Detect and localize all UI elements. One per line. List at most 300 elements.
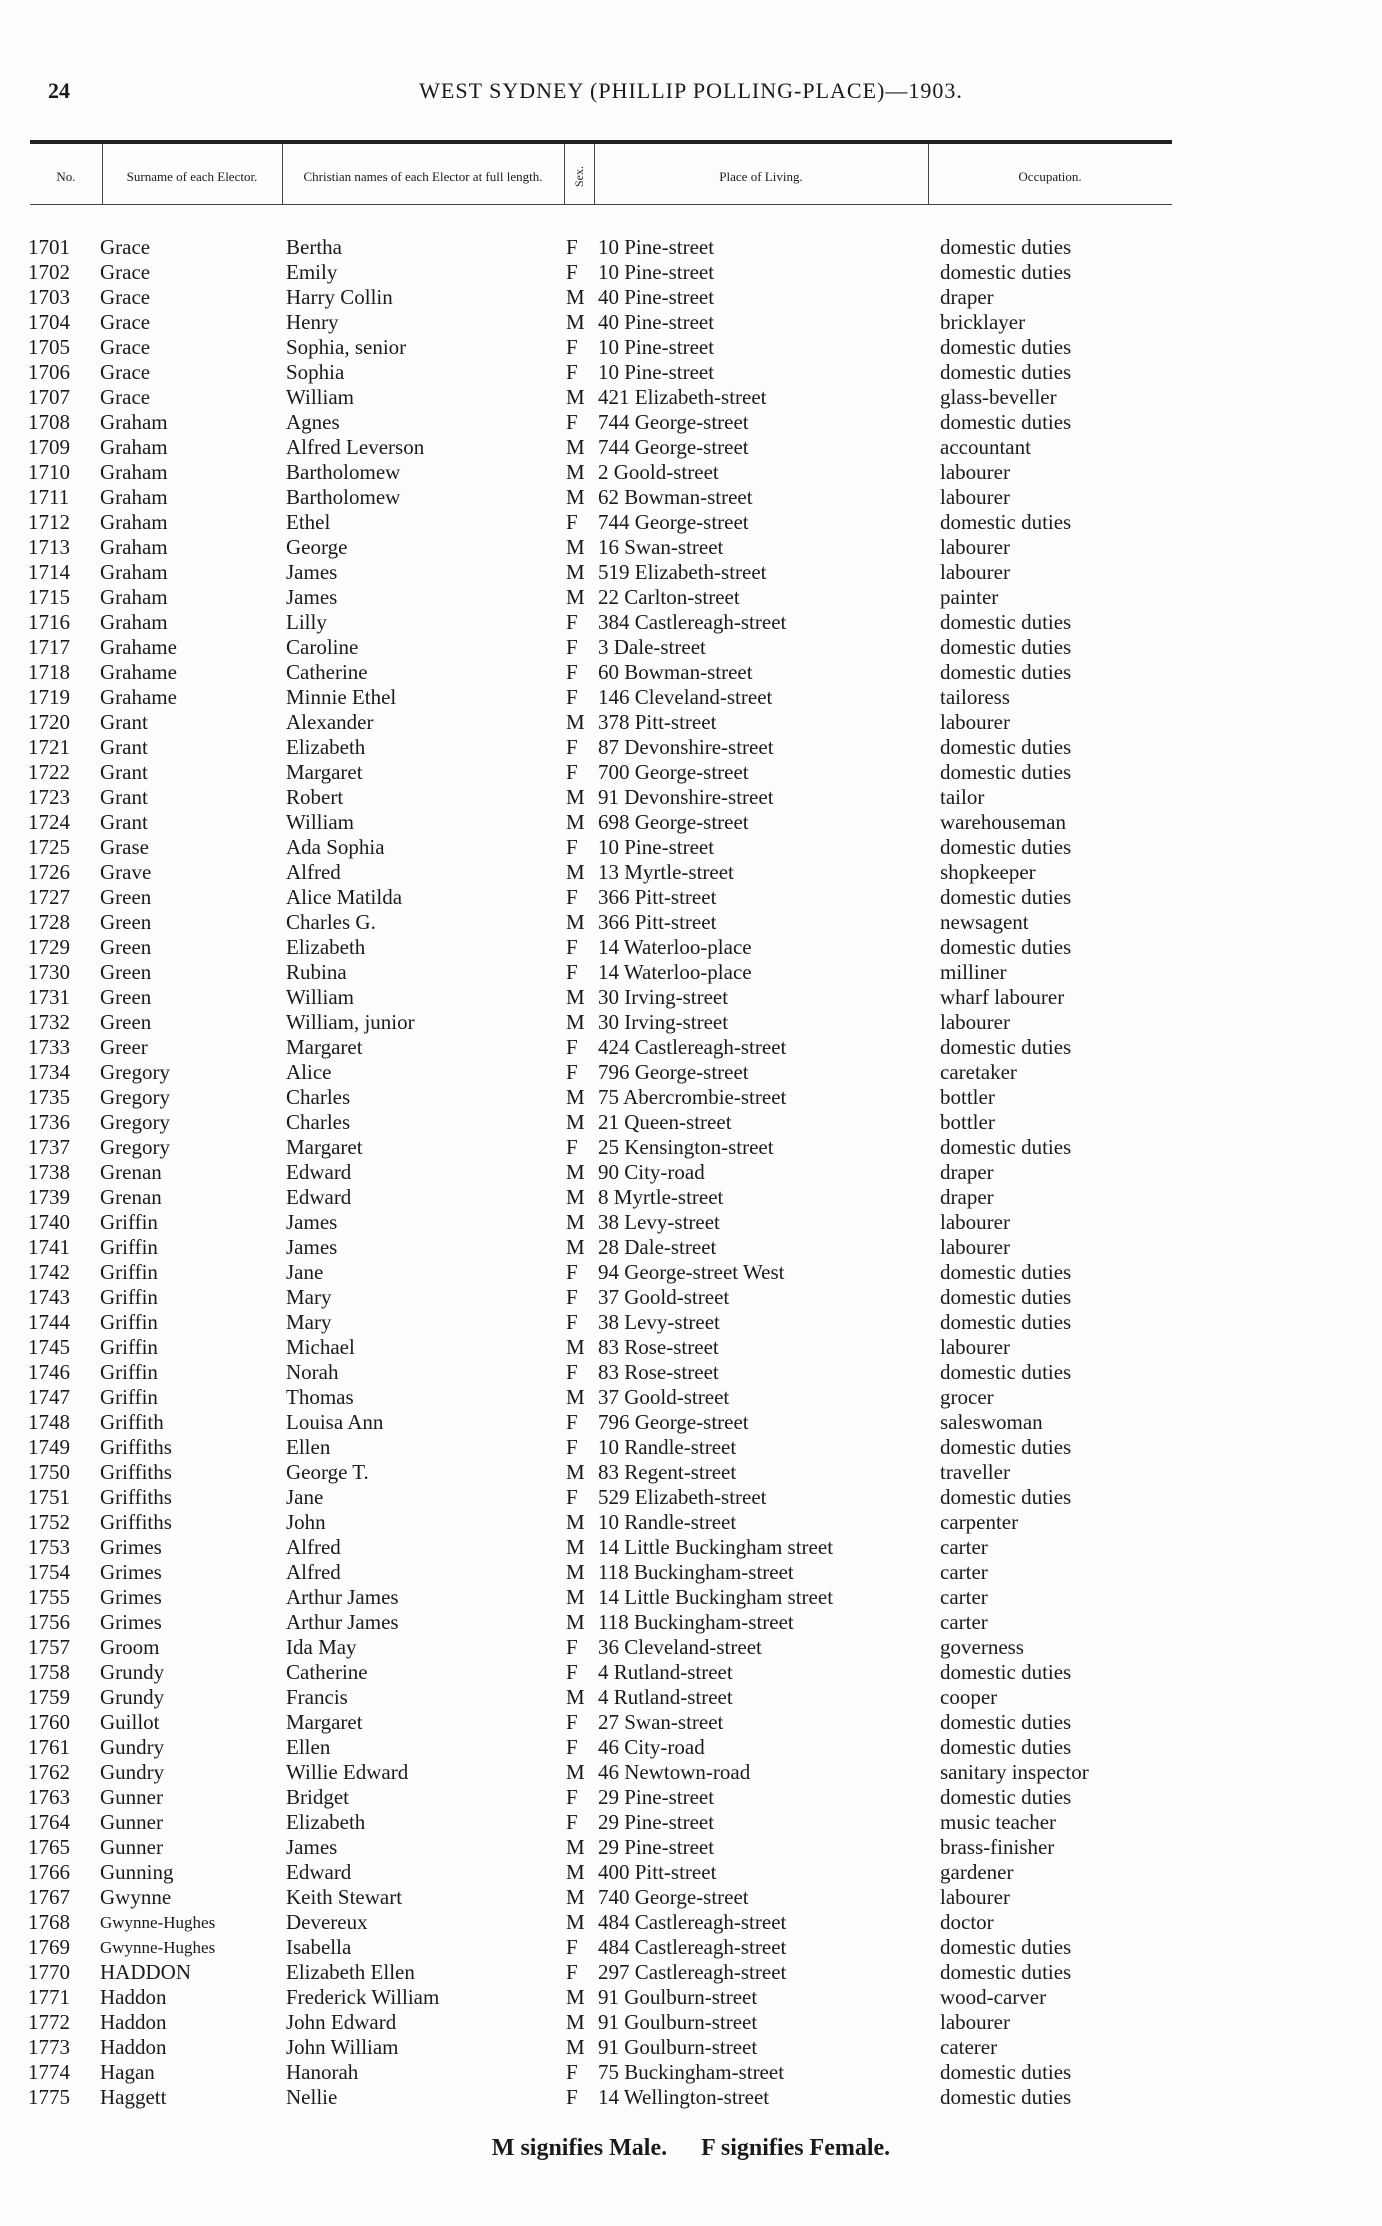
elector-number: 1725 — [28, 835, 70, 859]
table-row — [0, 2035, 1382, 2060]
table-row — [0, 485, 1382, 510]
elector-sex: F — [566, 1435, 578, 1459]
elector-sex: M — [566, 785, 585, 809]
elector-place-of-living: 83 Rose-street — [598, 1360, 719, 1384]
elector-number: 1723 — [28, 785, 70, 809]
elector-place-of-living: 10 Randle-street — [598, 1510, 737, 1534]
table-row — [0, 960, 1382, 985]
elector-occupation: labourer — [940, 485, 1010, 509]
elector-sex: M — [566, 985, 585, 1009]
table-row — [0, 260, 1382, 285]
elector-place-of-living: 30 Irving-street — [598, 1010, 729, 1034]
elector-number: 1748 — [28, 1410, 70, 1434]
elector-occupation: domestic duties — [940, 1310, 1072, 1334]
elector-place-of-living: 27 Swan-street — [598, 1710, 724, 1734]
elector-number: 1716 — [28, 610, 70, 634]
elector-surname: Griffin — [100, 1385, 158, 1409]
elector-number: 1742 — [28, 1260, 70, 1284]
elector-occupation: cooper — [940, 1685, 998, 1709]
elector-sex: M — [566, 860, 585, 884]
elector-number: 1762 — [28, 1760, 70, 1784]
elector-occupation: domestic duties — [940, 1035, 1072, 1059]
elector-place-of-living: 14 Little Buckingham street — [598, 1535, 834, 1559]
electors-list — [0, 235, 1382, 2110]
elector-sex: F — [566, 1410, 578, 1434]
table-row — [0, 1760, 1382, 1785]
table-row — [0, 1260, 1382, 1285]
elector-surname: Greer — [100, 1035, 148, 1059]
elector-surname: Gregory — [100, 1110, 170, 1134]
elector-christian-names: Sophia, senior — [286, 335, 407, 359]
table-row — [0, 310, 1382, 335]
elector-number: 1772 — [28, 2010, 70, 2034]
sex-legend — [0, 2135, 1382, 2162]
elector-number: 1724 — [28, 810, 70, 834]
elector-occupation: carter — [940, 1535, 988, 1559]
elector-christian-names: Jane — [286, 1485, 324, 1509]
elector-place-of-living: 10 Pine-street — [598, 360, 715, 384]
elector-surname: Griffin — [100, 1210, 158, 1234]
elector-surname: Gundry — [100, 1760, 165, 1784]
elector-christian-names: Edward — [286, 1160, 352, 1184]
table-row — [0, 1535, 1382, 1560]
elector-number: 1709 — [28, 435, 70, 459]
elector-sex: F — [566, 1260, 578, 1284]
elector-number: 1727 — [28, 885, 70, 909]
table-row — [0, 1885, 1382, 1910]
table-row — [0, 935, 1382, 960]
elector-place-of-living: 29 Pine-street — [598, 1835, 715, 1859]
elector-occupation: labourer — [940, 460, 1010, 484]
elector-sex: F — [566, 1635, 578, 1659]
elector-occupation: painter — [940, 585, 999, 609]
elector-sex: M — [566, 560, 585, 584]
elector-number: 1756 — [28, 1610, 70, 1634]
elector-sex: F — [566, 235, 578, 259]
elector-number: 1729 — [28, 935, 70, 959]
elector-place-of-living: 366 Pitt-street — [598, 910, 717, 934]
table-row — [0, 1160, 1382, 1185]
elector-number: 1719 — [28, 685, 70, 709]
elector-sex: F — [566, 1960, 578, 1984]
elector-place-of-living: 30 Irving-street — [598, 985, 729, 1009]
table-row — [0, 1410, 1382, 1435]
elector-number: 1705 — [28, 335, 70, 359]
elector-place-of-living: 28 Dale-street — [598, 1235, 717, 1259]
elector-occupation: wharf labourer — [940, 985, 1065, 1009]
elector-number: 1706 — [28, 360, 70, 384]
elector-place-of-living: 10 Pine-street — [598, 260, 715, 284]
elector-occupation: domestic duties — [940, 735, 1072, 759]
elector-place-of-living: 83 Rose-street — [598, 1335, 719, 1359]
elector-number: 1730 — [28, 960, 70, 984]
elector-sex: M — [566, 485, 585, 509]
elector-occupation: draper — [940, 285, 994, 309]
elector-christian-names: Catherine — [286, 660, 368, 684]
elector-occupation: labourer — [940, 1885, 1010, 1909]
table-row — [0, 1285, 1382, 1310]
elector-place-of-living: 3 Dale-street — [598, 635, 706, 659]
elector-occupation: labourer — [940, 1235, 1010, 1259]
elector-sex: F — [566, 760, 578, 784]
elector-occupation: domestic duties — [940, 1785, 1072, 1809]
elector-christian-names: Mary — [286, 1285, 332, 1309]
elector-sex: F — [566, 1785, 578, 1809]
table-row — [0, 385, 1382, 410]
elector-place-of-living: 22 Carlton-street — [598, 585, 740, 609]
elector-sex: F — [566, 1135, 578, 1159]
elector-occupation: domestic duties — [940, 1960, 1072, 1984]
elector-place-of-living: 91 Goulburn-street — [598, 2010, 758, 2034]
elector-place-of-living: 421 Elizabeth-street — [598, 385, 767, 409]
elector-number: 1733 — [28, 1035, 70, 1059]
elector-occupation: governess — [940, 1635, 1024, 1659]
elector-place-of-living: 21 Queen-street — [598, 1110, 732, 1134]
elector-place-of-living: 14 Waterloo-place — [598, 960, 752, 984]
elector-place-of-living: 36 Cleveland-street — [598, 1635, 762, 1659]
elector-christian-names: Louisa Ann — [286, 1410, 384, 1434]
table-row — [0, 1635, 1382, 1660]
page-title: WEST SYDNEY (PHILLIP POLLING-PLACE)—1903. — [419, 78, 963, 103]
elector-sex: F — [566, 1035, 578, 1059]
table-row — [0, 1910, 1382, 1935]
elector-christian-names: Lilly — [286, 610, 327, 634]
table-row — [0, 1835, 1382, 1860]
elector-number: 1714 — [28, 560, 70, 584]
elector-surname: Gundry — [100, 1735, 165, 1759]
elector-occupation: newsagent — [940, 910, 1029, 934]
table-row — [0, 2060, 1382, 2085]
table-row — [0, 460, 1382, 485]
table-row — [0, 910, 1382, 935]
elector-sex: F — [566, 835, 578, 859]
elector-occupation: domestic duties — [940, 835, 1072, 859]
table-row — [0, 1010, 1382, 1035]
elector-place-of-living: 118 Buckingham-street — [598, 1610, 794, 1634]
elector-place-of-living: 4 Rutland-street — [598, 1660, 733, 1684]
elector-sex: F — [566, 410, 578, 434]
elector-sex: F — [566, 1735, 578, 1759]
elector-christian-names: William — [286, 985, 354, 1009]
elector-sex: F — [566, 1060, 578, 1084]
elector-place-of-living: 60 Bowman-street — [598, 660, 753, 684]
elector-occupation: domestic duties — [940, 1435, 1072, 1459]
elector-sex: M — [566, 435, 585, 459]
elector-number: 1771 — [28, 1985, 70, 2009]
table-row — [0, 660, 1382, 685]
elector-surname: Haddon — [100, 1985, 167, 2009]
elector-surname: Grimes — [100, 1610, 162, 1634]
column-header-occupation: Occupation. — [1018, 168, 1082, 184]
elector-christian-names: Francis — [286, 1685, 348, 1709]
elector-surname: Grace — [100, 360, 151, 384]
elector-sex: M — [566, 1210, 585, 1234]
header-rule-bottom — [30, 204, 1172, 205]
elector-occupation: domestic duties — [940, 660, 1072, 684]
elector-christian-names: Sophia — [286, 360, 345, 384]
table-row — [0, 285, 1382, 310]
elector-place-of-living: 29 Pine-street — [598, 1785, 715, 1809]
table-row — [0, 1935, 1382, 1960]
elector-christian-names: Margaret — [286, 1710, 363, 1734]
elector-place-of-living: 10 Randle-street — [598, 1435, 737, 1459]
elector-occupation: domestic duties — [940, 635, 1072, 659]
elector-occupation: bricklayer — [940, 310, 1026, 334]
elector-number: 1739 — [28, 1185, 70, 1209]
elector-surname: Grahame — [100, 660, 177, 684]
elector-number: 1761 — [28, 1735, 70, 1759]
elector-occupation: music teacher — [940, 1810, 1057, 1834]
elector-sex: F — [566, 1285, 578, 1309]
elector-place-of-living: 519 Elizabeth-street — [598, 560, 767, 584]
elector-sex: M — [566, 460, 585, 484]
elector-christian-names: John William — [286, 2035, 399, 2059]
elector-christian-names: Arthur James — [286, 1610, 399, 1634]
elector-surname: Gregory — [100, 1060, 170, 1084]
table-row — [0, 1210, 1382, 1235]
elector-christian-names: Keith Stewart — [286, 1885, 403, 1909]
elector-sex: M — [566, 1085, 585, 1109]
elector-sex: F — [566, 2060, 578, 2084]
elector-surname: Green — [100, 885, 152, 909]
elector-place-of-living: 740 George-street — [598, 1885, 749, 1909]
elector-christian-names: Margaret — [286, 1035, 363, 1059]
elector-sex: M — [566, 1185, 585, 1209]
elector-occupation: labourer — [940, 710, 1010, 734]
elector-sex: M — [566, 1835, 585, 1859]
elector-number: 1701 — [28, 235, 70, 259]
elector-number: 1720 — [28, 710, 70, 734]
elector-place-of-living: 8 Myrtle-street — [598, 1185, 724, 1209]
table-row — [0, 1135, 1382, 1160]
elector-occupation: carter — [940, 1585, 988, 1609]
elector-occupation: domestic duties — [940, 610, 1072, 634]
elector-number: 1757 — [28, 1635, 70, 1659]
elector-surname: Grahame — [100, 635, 177, 659]
table-row — [0, 1685, 1382, 1710]
elector-number: 1704 — [28, 310, 70, 334]
elector-christian-names: John — [286, 1510, 326, 1534]
elector-sex: M — [566, 1885, 585, 1909]
elector-place-of-living: 529 Elizabeth-street — [598, 1485, 767, 1509]
elector-christian-names: Jane — [286, 1260, 324, 1284]
elector-number: 1741 — [28, 1235, 70, 1259]
elector-occupation: domestic duties — [940, 235, 1072, 259]
table-row — [0, 585, 1382, 610]
table-row — [0, 335, 1382, 360]
elector-place-of-living: 700 George-street — [598, 760, 749, 784]
elector-sex: M — [566, 1110, 585, 1134]
elector-surname: Griffin — [100, 1310, 158, 1334]
legend-female: F signifies Female. — [701, 2135, 891, 2161]
table-row — [0, 885, 1382, 910]
table-row — [0, 1360, 1382, 1385]
elector-number: 1758 — [28, 1660, 70, 1684]
table-row — [0, 435, 1382, 460]
elector-occupation: caretaker — [940, 1060, 1017, 1084]
table-row — [0, 810, 1382, 835]
elector-sex: M — [566, 310, 585, 334]
elector-occupation: domestic duties — [940, 1710, 1072, 1734]
elector-christian-names: Norah — [286, 1360, 339, 1384]
elector-christian-names: Elizabeth — [286, 735, 366, 759]
elector-number: 1750 — [28, 1460, 70, 1484]
elector-place-of-living: 29 Pine-street — [598, 1810, 715, 1834]
elector-sex: F — [566, 660, 578, 684]
elector-surname: Grimes — [100, 1560, 162, 1584]
elector-sex: M — [566, 585, 585, 609]
elector-christian-names: Alfred — [286, 1560, 341, 1584]
elector-surname: Graham — [100, 485, 168, 509]
elector-number: 1707 — [28, 385, 70, 409]
elector-place-of-living: 10 Pine-street — [598, 835, 715, 859]
elector-christian-names: Nellie — [286, 2085, 338, 2109]
elector-occupation: carpenter — [940, 1510, 1019, 1534]
elector-occupation: domestic duties — [940, 335, 1072, 359]
elector-number: 1740 — [28, 1210, 70, 1234]
table-row — [0, 760, 1382, 785]
table-row — [0, 1110, 1382, 1135]
elector-occupation: domestic duties — [940, 1660, 1072, 1684]
elector-surname: Haddon — [100, 2010, 167, 2034]
elector-number: 1708 — [28, 410, 70, 434]
page-number: 24 — [48, 78, 70, 103]
elector-occupation: carter — [940, 1560, 988, 1584]
elector-sex: F — [566, 935, 578, 959]
elector-number: 1732 — [28, 1010, 70, 1034]
elector-occupation: shopkeeper — [940, 860, 1036, 884]
elector-occupation: grocer — [940, 1385, 994, 1409]
elector-sex: M — [566, 535, 585, 559]
elector-surname: Green — [100, 935, 152, 959]
elector-christian-names: Bridget — [286, 1785, 349, 1809]
elector-occupation: labourer — [940, 560, 1010, 584]
elector-occupation: accountant — [940, 435, 1031, 459]
elector-number: 1745 — [28, 1335, 70, 1359]
elector-surname: Grave — [100, 860, 152, 884]
table-row — [0, 1860, 1382, 1885]
elector-occupation: bottler — [940, 1085, 995, 1109]
elector-sex: M — [566, 2010, 585, 2034]
elector-surname: Gregory — [100, 1135, 170, 1159]
elector-surname: Guillot — [100, 1710, 160, 1734]
elector-number: 1735 — [28, 1085, 70, 1109]
elector-christian-names: Alexander — [286, 710, 374, 734]
elector-occupation: domestic duties — [940, 260, 1072, 284]
table-row — [0, 1660, 1382, 1685]
elector-christian-names: Frederick William — [286, 1985, 440, 2009]
elector-christian-names: James — [286, 585, 338, 609]
elector-surname: Gwynne-Hughes — [100, 1913, 216, 1932]
elector-surname: Green — [100, 985, 152, 1009]
elector-surname: Grant — [100, 810, 148, 834]
elector-christian-names: James — [286, 1235, 338, 1259]
table-row — [0, 1985, 1382, 2010]
elector-place-of-living: 37 Goold-street — [598, 1385, 730, 1409]
elector-christian-names: Ethel — [286, 510, 331, 534]
elector-christian-names: Charles — [286, 1085, 351, 1109]
table-row — [0, 1785, 1382, 1810]
elector-surname: Gwynne — [100, 1885, 172, 1909]
elector-number: 1760 — [28, 1710, 70, 1734]
elector-place-of-living: 484 Castlereagh-street — [598, 1910, 787, 1934]
elector-number: 1718 — [28, 660, 70, 684]
elector-christian-names: James — [286, 1835, 338, 1859]
elector-number: 1766 — [28, 1860, 70, 1884]
elector-surname: Green — [100, 1010, 152, 1034]
elector-surname: Graham — [100, 460, 168, 484]
elector-occupation: domestic duties — [940, 1285, 1072, 1309]
elector-occupation: bottler — [940, 1110, 995, 1134]
elector-christian-names: Margaret — [286, 760, 363, 784]
elector-place-of-living: 91 Goulburn-street — [598, 1985, 758, 2009]
elector-occupation: traveller — [940, 1460, 1010, 1484]
elector-number: 1759 — [28, 1685, 70, 1709]
elector-christian-names: Edward — [286, 1185, 352, 1209]
elector-christian-names: Michael — [286, 1335, 355, 1359]
table-row — [0, 510, 1382, 535]
elector-sex: F — [566, 335, 578, 359]
elector-sex: F — [566, 1485, 578, 1509]
table-row — [0, 1335, 1382, 1360]
elector-christian-names: Ada Sophia — [286, 835, 385, 859]
table-row — [0, 1585, 1382, 1610]
elector-sex: F — [566, 2085, 578, 2109]
elector-number: 1713 — [28, 535, 70, 559]
elector-surname: Grundy — [100, 1660, 165, 1684]
elector-christian-names: Agnes — [286, 410, 340, 434]
table-row — [0, 1185, 1382, 1210]
elector-surname: Green — [100, 960, 152, 984]
elector-number: 1755 — [28, 1585, 70, 1609]
elector-sex: F — [566, 960, 578, 984]
elector-christian-names: Emily — [286, 260, 338, 284]
elector-christian-names: Bertha — [286, 235, 342, 259]
elector-surname: Griffin — [100, 1360, 158, 1384]
elector-place-of-living: 400 Pitt-street — [598, 1860, 717, 1884]
elector-surname: Grimes — [100, 1535, 162, 1559]
elector-christian-names: Harry Collin — [286, 285, 393, 309]
elector-christian-names: Rubina — [286, 960, 347, 984]
elector-occupation: domestic duties — [940, 1485, 1072, 1509]
table-row — [0, 610, 1382, 635]
elector-number: 1726 — [28, 860, 70, 884]
elector-christian-names: Hanorah — [286, 2060, 359, 2084]
elector-surname: Griffin — [100, 1260, 158, 1284]
elector-surname: Gunner — [100, 1835, 163, 1859]
elector-occupation: labourer — [940, 1210, 1010, 1234]
elector-place-of-living: 378 Pitt-street — [598, 710, 717, 734]
elector-sex: M — [566, 1160, 585, 1184]
table-row — [0, 1060, 1382, 1085]
table-row — [0, 785, 1382, 810]
elector-christian-names: Minnie Ethel — [286, 685, 397, 709]
table-row — [0, 1710, 1382, 1735]
elector-place-of-living: 87 Devonshire-street — [598, 735, 774, 759]
elector-occupation: domestic duties — [940, 2085, 1072, 2109]
elector-place-of-living: 25 Kensington-street — [598, 1135, 774, 1159]
elector-occupation: labourer — [940, 1335, 1010, 1359]
elector-place-of-living: 94 George-street West — [598, 1260, 785, 1284]
elector-occupation: tailor — [940, 785, 985, 809]
elector-place-of-living: 424 Castlereagh-street — [598, 1035, 787, 1059]
header-rule-top — [30, 140, 1172, 144]
column-header-no: No. — [56, 168, 76, 184]
table-row — [0, 685, 1382, 710]
elector-place-of-living: 744 George-street — [598, 410, 749, 434]
elector-sex: F — [566, 1810, 578, 1834]
elector-christian-names: William — [286, 810, 354, 834]
